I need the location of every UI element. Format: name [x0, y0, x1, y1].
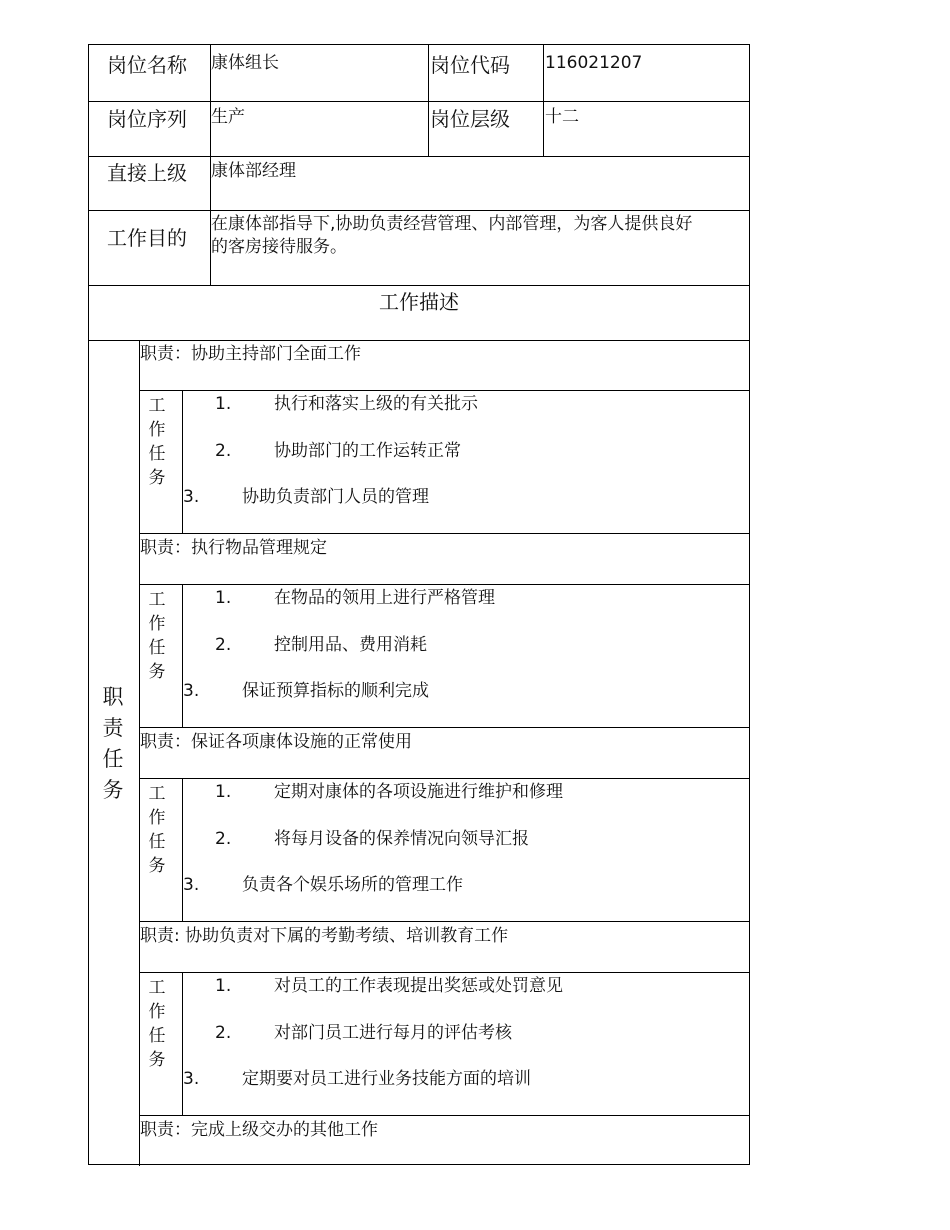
position-sequence-value: 生产 [211, 107, 245, 127]
task-label-char: 工 [148, 590, 166, 610]
task-label-char: 务 [148, 662, 166, 682]
position-level-label: 岗位层级 [430, 107, 510, 131]
task-text: 控制用品、费用消耗 [274, 635, 427, 655]
work-purpose-line-1: 在康体部指导下,协助负责经营管理、内部管理，为客人提供良好 [211, 214, 693, 234]
task-number: 2. [215, 1023, 232, 1043]
position-code-label: 岗位代码 [430, 53, 510, 77]
position-name-label: 岗位名称 [107, 53, 187, 77]
task-number: 1. [215, 782, 232, 802]
position-sequence-label: 岗位序列 [107, 107, 187, 131]
task-number: 3. [183, 875, 200, 895]
task-number: 3. [183, 487, 200, 507]
work-purpose-line-2: 的客房接待服务。 [211, 237, 347, 257]
task-text: 协助部门的工作运转正常 [274, 441, 461, 461]
duty-title: 职责：执行物品管理规定 [140, 538, 327, 558]
task-label-char: 任 [148, 1026, 166, 1046]
job-description-table [88, 44, 750, 1165]
duty-title: 职责: 协助负责对下属的考勤考绩、培训教育工作 [140, 926, 509, 946]
duty-title: 职责：保证各项康体设施的正常使用 [140, 732, 412, 752]
side-label-char: 职 [102, 685, 124, 709]
work-purpose-label: 工作目的 [107, 226, 187, 250]
task-label-char: 务 [148, 468, 166, 488]
task-number: 3. [183, 681, 200, 701]
task-label-char: 任 [148, 638, 166, 658]
task-number: 2. [215, 441, 232, 461]
task-number: 1. [215, 588, 232, 608]
duty-title: 职责：完成上级交办的其他工作 [140, 1120, 378, 1140]
task-label-char: 工 [148, 396, 166, 416]
task-label-char: 作 [148, 808, 166, 828]
task-text: 负责各个娱乐场所的管理工作 [242, 875, 463, 895]
task-text: 对员工的工作表现提出奖惩或处罚意见 [274, 976, 563, 996]
task-text: 对部门员工进行每月的评估考核 [274, 1023, 512, 1043]
task-label-char: 务 [148, 856, 166, 876]
task-number: 2. [215, 635, 232, 655]
duty-title: 职责：协助主持部门全面工作 [140, 344, 361, 364]
position-code-value: 116021207 [545, 53, 643, 73]
position-name-value: 康体组长 [211, 53, 279, 73]
direct-superior-value: 康体部经理 [211, 161, 296, 181]
side-label-char: 任 [102, 747, 124, 771]
task-text: 定期对康体的各项设施进行维护和修理 [274, 782, 563, 802]
task-label-char: 工 [148, 784, 166, 804]
task-label-char: 作 [148, 614, 166, 634]
task-number: 3. [183, 1069, 200, 1089]
side-label-char: 务 [102, 778, 124, 802]
section-title: 工作描述 [379, 290, 459, 314]
task-text: 协助负责部门人员的管理 [242, 487, 429, 507]
task-text: 在物品的领用上进行严格管理 [274, 588, 495, 608]
task-number: 1. [215, 394, 232, 414]
task-text: 保证预算指标的顺利完成 [242, 681, 429, 701]
task-label-char: 作 [148, 420, 166, 440]
task-number: 1. [215, 976, 232, 996]
task-label-char: 作 [148, 1002, 166, 1022]
task-text: 将每月设备的保养情况向领导汇报 [274, 829, 529, 849]
task-label-char: 务 [148, 1050, 166, 1070]
side-label-char: 责 [102, 716, 124, 740]
task-label-char: 任 [148, 832, 166, 852]
task-label-char: 工 [148, 978, 166, 998]
task-label-char: 任 [148, 444, 166, 464]
task-text: 执行和落实上级的有关批示 [274, 394, 478, 414]
direct-superior-label: 直接上级 [107, 161, 187, 185]
task-text: 定期要对员工进行业务技能方面的培训 [242, 1069, 531, 1089]
position-level-value: 十二 [545, 107, 579, 127]
task-number: 2. [215, 829, 232, 849]
